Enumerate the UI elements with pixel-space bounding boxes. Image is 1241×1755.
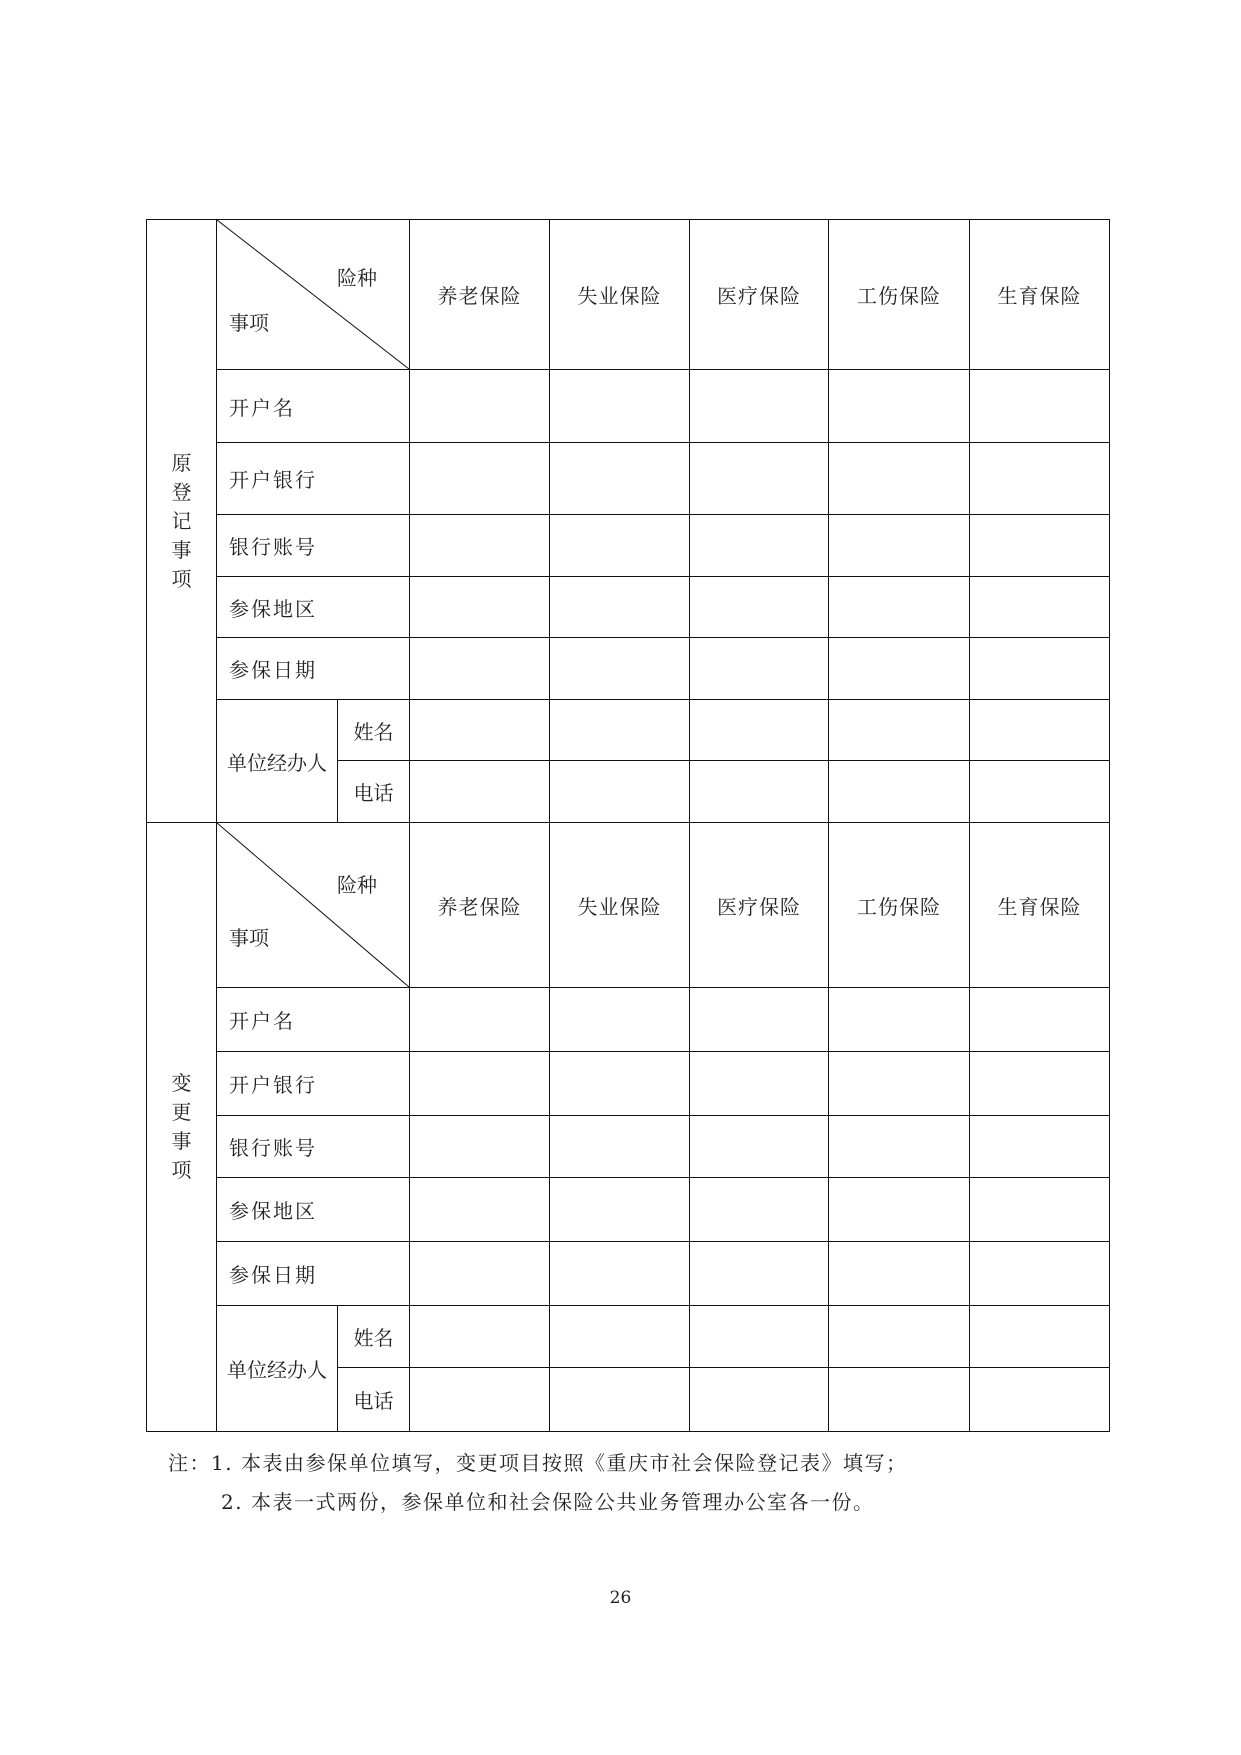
notes-prefix: 注： <box>168 1451 211 1475</box>
column-header: 工伤保险 <box>829 823 970 988</box>
input-cell[interactable] <box>410 1306 550 1368</box>
row-label: 参保日期 <box>217 1242 410 1306</box>
input-cell[interactable] <box>410 515 550 577</box>
input-cell[interactable] <box>550 1242 690 1306</box>
agent-phone-label: 电话 <box>338 761 410 823</box>
input-cell[interactable] <box>550 1052 690 1116</box>
input-cell[interactable] <box>970 1178 1110 1242</box>
input-cell[interactable] <box>690 1306 829 1368</box>
header-insurance-type: 险种 <box>337 265 377 290</box>
input-cell[interactable] <box>550 577 690 638</box>
input-cell[interactable] <box>550 638 690 700</box>
input-cell[interactable] <box>970 700 1110 761</box>
agent-name-label: 姓名 <box>338 700 410 761</box>
diagonal-line <box>217 220 409 369</box>
input-cell[interactable] <box>970 1368 1110 1432</box>
input-cell[interactable] <box>410 443 550 515</box>
input-cell[interactable] <box>829 1368 970 1432</box>
diagonal-line <box>217 823 409 987</box>
section-label <box>147 823 217 1432</box>
input-cell[interactable] <box>410 1116 550 1178</box>
input-cell[interactable] <box>970 988 1110 1052</box>
agent-phone-label: 电话 <box>338 1368 410 1432</box>
input-cell[interactable] <box>690 577 829 638</box>
input-cell[interactable] <box>550 1178 690 1242</box>
agent-label: 单位经办人 <box>217 1306 338 1432</box>
input-cell[interactable] <box>970 1306 1110 1368</box>
column-header: 养老保险 <box>410 220 550 370</box>
column-header: 养老保险 <box>410 823 550 988</box>
row-label: 开户银行 <box>217 443 410 515</box>
input-cell[interactable] <box>550 700 690 761</box>
row-label: 开户名 <box>217 988 410 1052</box>
section-label-char: 事 <box>171 1129 192 1153</box>
column-header: 工伤保险 <box>829 220 970 370</box>
input-cell[interactable] <box>550 988 690 1052</box>
input-cell[interactable] <box>410 1242 550 1306</box>
input-cell[interactable] <box>970 761 1110 823</box>
input-cell[interactable] <box>970 515 1110 577</box>
input-cell[interactable] <box>829 370 970 443</box>
input-cell[interactable] <box>550 1306 690 1368</box>
notes <box>168 1444 907 1522</box>
input-cell[interactable] <box>410 988 550 1052</box>
input-cell[interactable] <box>829 1306 970 1368</box>
input-cell[interactable] <box>829 443 970 515</box>
input-cell[interactable] <box>410 761 550 823</box>
input-cell[interactable] <box>829 988 970 1052</box>
column-header: 失业保险 <box>550 823 690 988</box>
section-label-char: 变 <box>171 1071 192 1095</box>
note-2: 2. 本表一式两份，参保单位和社会保险公共业务管理办公室各一份。 <box>221 1490 875 1514</box>
input-cell[interactable] <box>550 443 690 515</box>
diagonal-header-cell <box>217 220 410 370</box>
input-cell[interactable] <box>410 1178 550 1242</box>
input-cell[interactable] <box>829 577 970 638</box>
input-cell[interactable] <box>550 515 690 577</box>
column-header: 医疗保险 <box>690 220 829 370</box>
header-item: 事项 <box>229 311 269 336</box>
input-cell[interactable] <box>690 1368 829 1432</box>
header-item: 事项 <box>229 925 269 950</box>
input-cell[interactable] <box>829 515 970 577</box>
input-cell[interactable] <box>690 1116 829 1178</box>
input-cell[interactable] <box>970 370 1110 443</box>
agent-label: 单位经办人 <box>217 700 338 823</box>
input-cell[interactable] <box>970 1242 1110 1306</box>
input-cell[interactable] <box>829 1052 970 1116</box>
input-cell[interactable] <box>829 761 970 823</box>
diagonal-header-cell <box>217 823 410 988</box>
input-cell[interactable] <box>970 638 1110 700</box>
input-cell[interactable] <box>690 761 829 823</box>
input-cell[interactable] <box>550 1368 690 1432</box>
section-label-char: 原 <box>171 450 192 475</box>
section-label <box>147 220 217 823</box>
input-cell[interactable] <box>690 443 829 515</box>
input-cell[interactable] <box>829 1178 970 1242</box>
column-header: 失业保险 <box>550 220 690 370</box>
column-header: 生育保险 <box>970 220 1110 370</box>
section-label-char: 更 <box>171 1100 192 1124</box>
input-cell[interactable] <box>690 1178 829 1242</box>
section-label-char: 项 <box>171 566 192 591</box>
input-cell[interactable] <box>829 700 970 761</box>
input-cell[interactable] <box>690 1052 829 1116</box>
column-header: 医疗保险 <box>690 823 829 988</box>
input-cell[interactable] <box>970 577 1110 638</box>
input-cell[interactable] <box>550 370 690 443</box>
input-cell[interactable] <box>550 1116 690 1178</box>
section-label-char: 记 <box>171 508 192 533</box>
input-cell[interactable] <box>970 443 1110 515</box>
input-cell[interactable] <box>690 988 829 1052</box>
section-label-char: 事 <box>171 537 192 562</box>
insurance-change-form-table <box>146 219 1110 1432</box>
input-cell[interactable] <box>410 370 550 443</box>
input-cell[interactable] <box>690 515 829 577</box>
input-cell[interactable] <box>829 1116 970 1178</box>
header-insurance-type: 险种 <box>337 872 377 897</box>
note-1: 1. 本表由参保单位填写，变更项目按照《重庆市社会保险登记表》填写； <box>211 1451 908 1475</box>
input-cell[interactable] <box>410 1368 550 1432</box>
input-cell[interactable] <box>690 638 829 700</box>
row-label: 开户银行 <box>217 1052 410 1116</box>
input-cell[interactable] <box>410 638 550 700</box>
section-label-char: 项 <box>171 1158 192 1182</box>
input-cell[interactable] <box>829 1242 970 1306</box>
row-label: 参保日期 <box>217 638 410 700</box>
input-cell[interactable] <box>829 638 970 700</box>
input-cell[interactable] <box>690 370 829 443</box>
row-label: 参保地区 <box>217 577 410 638</box>
input-cell[interactable] <box>410 700 550 761</box>
input-cell[interactable] <box>970 1116 1110 1178</box>
row-label: 开户名 <box>217 370 410 443</box>
section-label-char: 登 <box>171 479 192 504</box>
column-header: 生育保险 <box>970 823 1110 988</box>
page-number: 26 <box>609 1588 632 1608</box>
row-label: 参保地区 <box>217 1178 410 1242</box>
input-cell[interactable] <box>690 700 829 761</box>
agent-name-label: 姓名 <box>338 1306 410 1368</box>
input-cell[interactable] <box>550 761 690 823</box>
input-cell[interactable] <box>690 1242 829 1306</box>
input-cell[interactable] <box>410 577 550 638</box>
row-label: 银行账号 <box>217 1116 410 1178</box>
input-cell[interactable] <box>410 1052 550 1116</box>
row-label: 银行账号 <box>217 515 410 577</box>
input-cell[interactable] <box>970 1052 1110 1116</box>
